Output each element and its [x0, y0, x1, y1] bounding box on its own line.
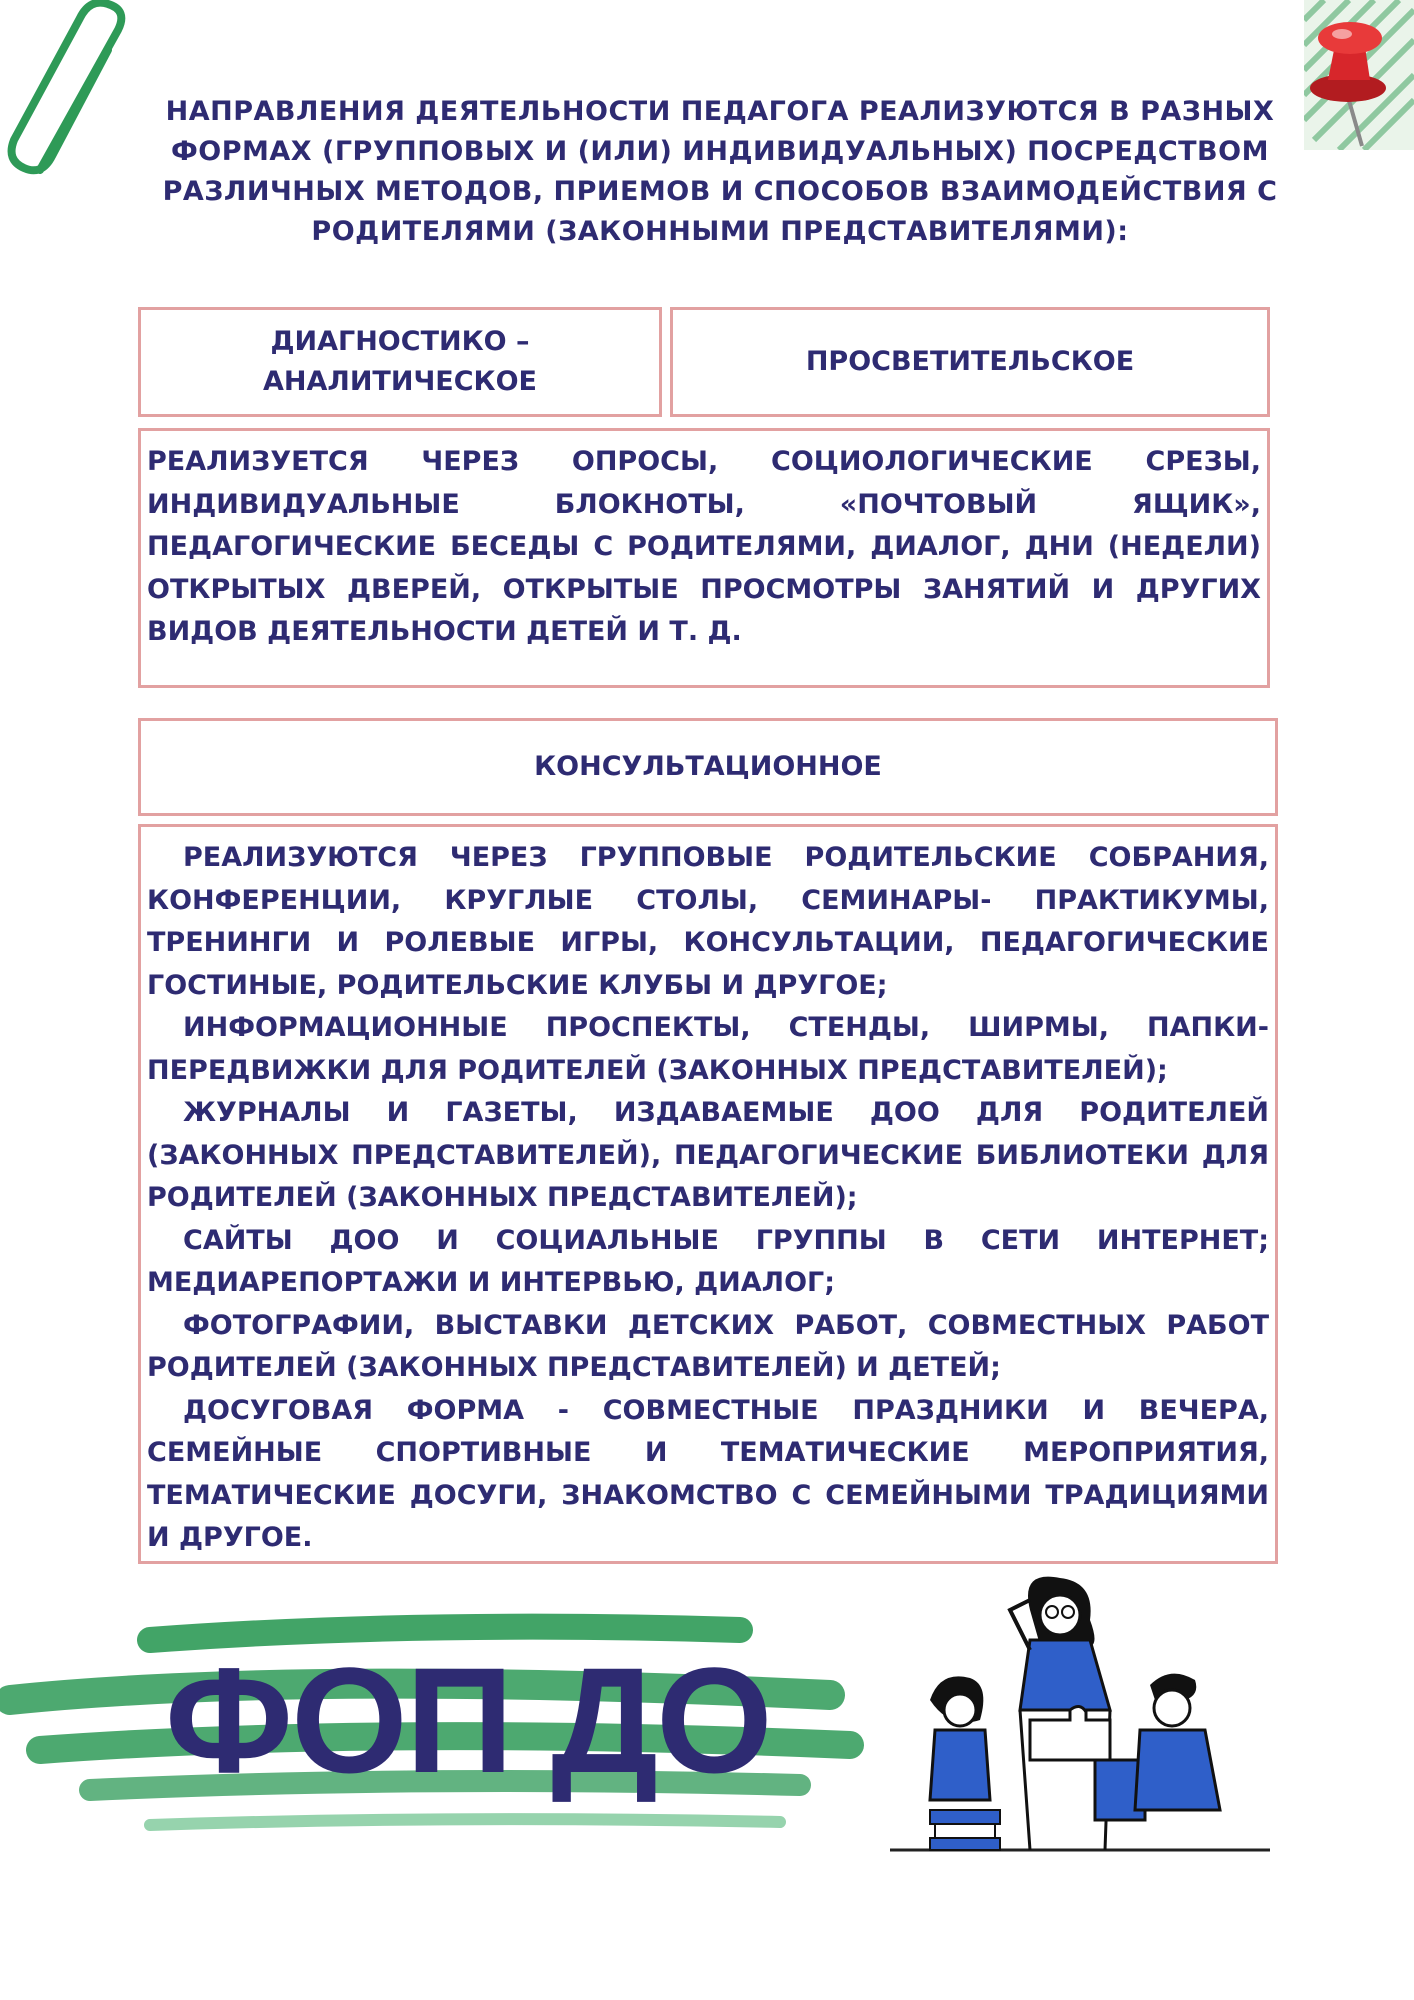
diagnostic-description [138, 428, 1270, 688]
consulting-paragraph: ЖУРНАЛЫ И ГАЗЕТЫ, ИЗДАВАЕМЫЕ ДОО ДЛЯ РОДИТЕЛЕЙ (ЗАКОННЫХ ПРЕДСТАВИТЕЛЕЙ), ПЕДАГОГИЧЕСКИЕ БИБЛИОТЕКИ ДЛЯ РОДИТЕЛЕЙ (ЗАКОННЫХ ПРЕДСТАВИТЕЛЕЙ); [147, 1097, 1269, 1213]
teacher-children-illustration [880, 1570, 1280, 1860]
direction-diagnostic-title [138, 307, 662, 417]
educational-title-text: ПРОСВЕТИТЕЛЬСКОЕ [805, 346, 1135, 377]
consulting-title-text: КОНСУЛЬТАЦИОННОЕ [534, 751, 882, 782]
direction-educational-title [670, 307, 1270, 417]
diagnostic-title-text: ДИАГНОСТИКО – АНАЛИТИЧЕСКОЕ [263, 326, 537, 397]
diagnostic-description-text: РЕАЛИЗУЕТСЯ ЧЕРЕЗ ОПРОСЫ, СОЦИОЛОГИЧЕСКИЕ СРЕЗЫ, ИНДИВИДУАЛЬНЫЕ БЛОКНОТЫ, «ПОЧТОВЫЙ ЯЩИК», ПЕДАГОГИЧЕСКИЕ БЕСЕДЫ С РОДИТЕЛЯМИ, ДИАЛОГ, ДНИ (НЕДЕЛИ) ОТКРЫТЫХ ДВЕРЕЙ, ОТКРЫТЫЕ ПРОСМОТРЫ ЗАНЯТИЙ И ДРУГИХ ВИДОВ ДЕЯТЕЛЬНОСТИ ДЕТЕЙ И Т. Д. [147, 446, 1261, 647]
consulting-paragraph: ДОСУГОВАЯ ФОРМА - СОВМЕСТНЫЕ ПРАЗДНИКИ И ВЕЧЕРА, СЕМЕЙНЫЕ СПОРТИВНЫЕ И ТЕМАТИЧЕСКИЕ МЕРОПРИЯТИЯ, ТЕМАТИЧЕСКИЕ ДОСУГИ, ЗНАКОМСТВО С СЕМЕЙНЫМИ ТРАДИЦИЯМИ И ДРУГОЕ. [147, 1394, 1269, 1553]
direction-consulting-title [138, 718, 1278, 816]
fop-logo [0, 1600, 870, 1860]
page-header: НАПРАВЛЕНИЯ ДЕЯТЕЛЬНОСТИ ПЕДАГОГА РЕАЛИЗУЮТСЯ В РАЗНЫХ ФОРМАХ (ГРУППОВЫХ И (ИЛИ) ИНДИВИДУАЛЬНЫХ) ПОСРЕДСТВОМ РАЗЛИЧНЫХ МЕТОДОВ, ПРИЕМОВ И СПОСОБОВ ВЗАИМОДЕЙСТВИЯ С РОДИТЕЛЯМИ (ЗАКОННЫМИ ПРЕДСТАВИТЕЛЯМИ): [162, 96, 1278, 247]
fop-logo-text: ФОП ДО [165, 1636, 771, 1804]
consulting-paragraph: ФОТОГРАФИИ, ВЫСТАВКИ ДЕТСКИХ РАБОТ, СОВМЕСТНЫХ РАБОТ РОДИТЕЛЕЙ (ЗАКОННЫХ ПРЕДСТАВИТЕЛЕЙ) И ДЕТЕЙ; [147, 1309, 1269, 1383]
consulting-paragraph: РЕАЛИЗУЮТСЯ ЧЕРЕЗ ГРУППОВЫЕ РОДИТЕЛЬСКИЕ СОБРАНИЯ, КОНФЕРЕНЦИИ, КРУГЛЫЕ СТОЛЫ, СЕМИНАРЫ- ПРАКТИКУМЫ, ТРЕНИНГИ И РОЛЕВЫЕ ИГРЫ, КОНСУЛЬТАЦИИ, ПЕДАГОГИЧЕСКИЕ ГОСТИНЫЕ, РОДИТЕЛЬСКИЕ КЛУБЫ И ДРУГОЕ; [147, 842, 1269, 1001]
consulting-description [138, 824, 1278, 1564]
consulting-paragraph: САЙТЫ ДОО И СОЦИАЛЬНЫЕ ГРУППЫ В СЕТИ ИНТЕРНЕТ; МЕДИАРЕПОРТАЖИ И ИНТЕРВЬЮ, ДИАЛОГ; [147, 1224, 1269, 1298]
consulting-paragraph: ИНФОРМАЦИОННЫЕ ПРОСПЕКТЫ, СТЕНДЫ, ШИРМЫ, ПАПКИ-ПЕРЕДВИЖКИ ДЛЯ РОДИТЕЛЕЙ (ЗАКОННЫХ ПРЕДСТАВИТЕЛЕЙ); [147, 1012, 1269, 1086]
